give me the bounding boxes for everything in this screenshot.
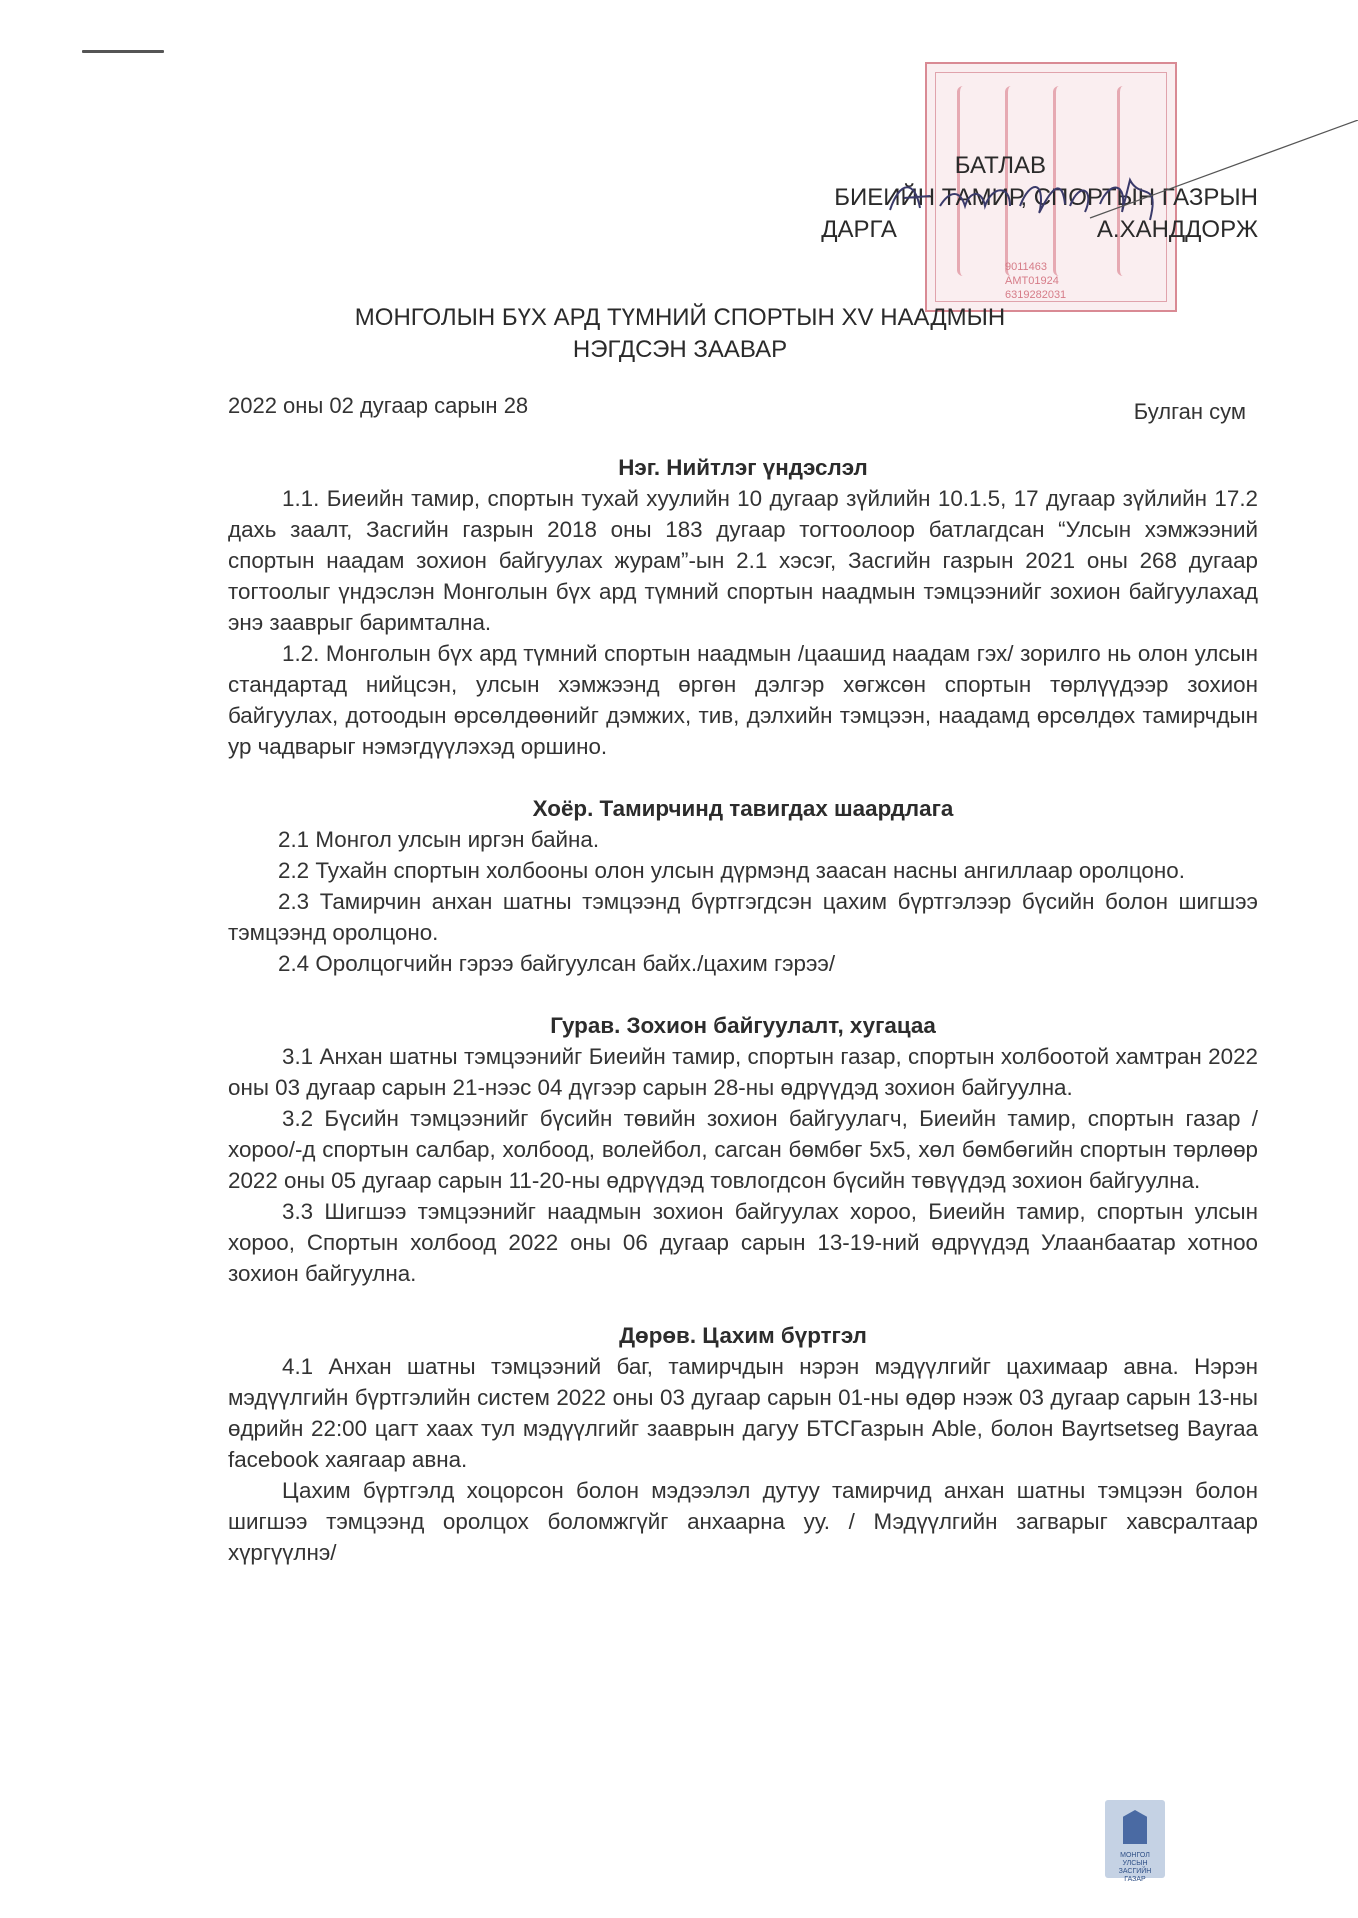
paragraph: Цахим бүртгэлд хоцорсон болон мэдээлэл дутуу тамирчид анхан шатны тэмцээн болон шигшээ тэмцээнд оролцох боломжгүйг анхаарна уу. / Мэдүүлгийн загварыг хавсралтаар хүргүүлнэ/ [228,1478,1258,1565]
paragraph: 2.3 Тамирчин анхан шатны тэмцээнд бүртгэгдсэн цахим бүртгэлээр бүсийн болон шигшээ тэмцээнд оролцоно. [228,889,1258,945]
paragraph: 3.3 Шигшээ тэмцээнийг наадмын зохион байгуулах хороо, Биеийн тамир, спортын улсын хороо, Спортын холбоод 2022 оны 06 дугаар сарын 13-19-ний өдрүүдэд Улаанбаатар хотноо зохион байгуулна. [228,1199,1258,1286]
section-heading: Гурав. Зохион байгуулалт, хугацаа [550,1013,936,1038]
stamp-number: 6319282031 [1005,289,1067,301]
paragraph: 2.2 Тухайн спортын холбооны олон улсын дүрмэнд заасан насны ангиллаар оролцоно. [278,858,1185,883]
title-line: МОНГОЛЫН БҮХ АРД ТҮМНИЙ СПОРТЫН XV НААДМЫН [354,304,1006,331]
scan-mark [82,50,164,53]
document-place: Булган сум [1133,399,1246,424]
paragraph: 3.1 Анхан шатны тэмцээнийг Биеийн тамир, спортын газар, спортын холбоотой хамтран 2022 оны 03 дугаар сарын 21-нээс 04 дүгээр сарын 28-ны өдрүүдэд зохион байгуулна. [228,1044,1258,1100]
approval-organization: БИЕИЙН ТАМИР, СПОРТЫН ГАЗРЫН [834,184,1258,211]
title-line: НЭГДСЭН ЗААВАР [572,336,788,363]
soyombo-emblem-icon [1123,1810,1147,1844]
stamp-number: АМТ01924 [1005,275,1059,287]
logo-caption: МОНГОЛ УЛСЫН ЗАСГИЙН ГАЗАР [1118,1852,1152,1883]
government-logo [1105,1800,1165,1883]
handwritten-signature [860,120,1358,230]
document-date: 2022 оны 02 дугаар сарын 28 [228,393,529,418]
section-heading: Дөрөв. Цахим бүртгэл [619,1323,867,1348]
approval-signer-name: А.ХАНДДОРЖ [1096,216,1258,243]
paragraph: 2.1 Монгол улсын иргэн байна. [278,827,600,852]
approval-position: ДАРГА [821,216,897,243]
document-title [250,302,1110,366]
stamp-number: 9011463 [1005,261,1048,273]
paragraph: 3.2 Бүсийн тэмцээнийг бүсийн төвийн зохион байгуулагч, Биеийн тамир, спортын газар /хороо/-д спортын салбар, холбоод, волейбол, сагсан бөмбөг 5x5, хөл бөмбөгийн спортын төрлөөр 2022 оны 05 дугаар сарын 11-20-ны өдрүүдэд товлогдсон бүсийн төвүүдэд зохион байгуулна. [228,1106,1258,1193]
paragraph: 1.1. Биеийн тамир, спортын тухай хуулийн 10 дугаар зүйлийн 10.1.5, 17 дугаар зүйлийн 17.2 дахь заалт, Засгийн газрын 2018 оны 183 дугаар тогтоолоор батлагдсан “Улсын хэмжээний спортын наадам зохион байгуулах журам”-ын 2.1 хэсэг, Засгийн газрын 2021 оны 268 дугаар тогтоолыг үндэслэн Монголын бүх ард түмний спортын наадмын тэмцээнийг зохион байгуулахад энэ зааврыг баримтална. [228,486,1258,635]
paragraph: 1.2. Монголын бүх ард түмний спортын наадмын /цаашид наадам гэх/ зорилго нь олон улсын стандартад нийцсэн, улсын хэмжээнд өргөн дэлгэр хөгжсөн спортын төрлүүдээр зохион байгуулах, дотоодын өрсөлдөөнийг дэмжих, тив, дэлхийн тэмцээн, наадамд өрсөлдөх тамирчдын ур чадварыг нэмэгдүүлэхэд оршино. [228,641,1258,759]
paragraph: 2.4 Оролцогчийн гэрээ байгуулсан байх./цахим гэрээ/ [278,951,836,976]
paragraph: 4.1 Анхан шатны тэмцээний баг, тамирчдын нэрэн мэдүүлгийг цахимаар авна. Нэрэн мэдүүлгийн бүртгэлийн систем 2022 оны 03 дугаар сарын 01-ны өдөр нээж 03 дугаар сарын 13-ны өдрийн 22:00 цагт хаах тул мэдүүлгийг зааврын дагуу БТСГазрын Able, болон Bayrtsetseg Bayraa facebook хаягаар авна. [228,1354,1258,1472]
approval-heading: БАТЛАВ [954,152,1046,179]
stamp-numbers [1005,260,1066,302]
dateline [228,393,1258,424]
section-heading: Нэг. Нийтлэг үндэслэл [618,455,868,480]
section-heading: Хоёр. Тамирчинд тавигдах шаардлага [532,796,954,821]
document-body [228,452,1258,1568]
